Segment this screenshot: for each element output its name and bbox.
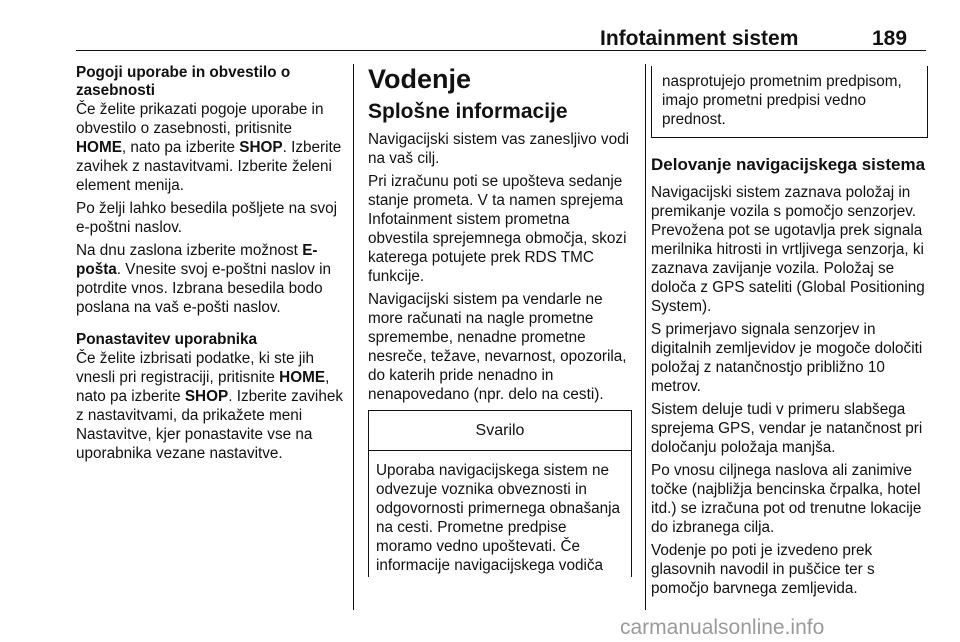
paragraph: Navigacijski sistem vas zanesljivo vodi na vaš cilj. (368, 131, 629, 167)
text: , nato pa izberite (121, 139, 240, 156)
paragraph: Navigacijski sistem pa vendarle ne more računati na nagle prometne spremembe, nenadne prometne nesreče, težave, nevarnost, opozorila, do katerih pride nenadno in nenapovedano (npr. delo na cesti). (368, 291, 627, 403)
watermark: carmanualsonline.info (620, 616, 825, 639)
key-home: HOME (279, 369, 326, 386)
section-title: Splošne informacije (368, 100, 568, 123)
paragraph: Po želji lahko besedila pošljete na svoj e-poštni naslov. (76, 200, 338, 236)
warning-title: Svarilo (369, 411, 631, 451)
paragraph (76, 100, 344, 195)
column-right (651, 66, 928, 602)
section-user-reset (76, 331, 344, 463)
text: . Izberite zavihek z nastavitvami. Izberite želeni element menija. (76, 139, 342, 194)
key-home: HOME (76, 139, 122, 156)
text: Če želite izbrisati podatke, ki ste jih vnesli pri registraciji, pritisnite (76, 350, 315, 386)
paragraph: S primerjavo signala senzorjev in digitalnih zemljevidov je mogoče določiti položaj z natančnostjo približno 10 metrov. (651, 321, 923, 395)
key-shop: SHOP (184, 388, 229, 405)
header-title: Infotainment sistem (600, 27, 799, 50)
text: Na dnu zaslona izberite možnost (76, 242, 303, 259)
section-heading: Delovanje navigacijskega sistema (651, 155, 926, 174)
column-divider-right (645, 64, 646, 610)
section-heading: Ponastavitev uporabnika (76, 331, 258, 348)
paragraph: Sistem deluje tudi v primeru slabšega sprejema GPS, vendar je natančnost pri določanju položaja manjša. (651, 401, 923, 456)
paragraph: Vodenje po poti je izvedeno prek glasovnih navodil in puščice ter s pomočjo barvnega zemljevida. (651, 542, 875, 597)
paragraph: Po vnosu ciljnega naslova ali zanimive točke (najbližja bencinska črpalka, hotel itd.) se izračuna pot od trenutne lokacije do izbranega cilja. (651, 462, 922, 536)
column-divider-left (353, 64, 354, 610)
warning-text: Uporaba navigacijskega sistem ne odvezuje voznika obveznosti in odgovornosti primernega obnašanja na cesti. Prometne predpise moramo vedno upoštevati. Če informacije navigacijskega vodiča (376, 462, 621, 574)
paragraph: Pri izračunu poti se upošteva sedanje stanje prometa. V ta namen sprejema Infotainment sistem prometna obvestila sprejemnega območja, skozi katerega potujete prek RDS TMC funkcije. (368, 173, 627, 285)
section-terms-privacy (76, 64, 344, 317)
warning-box-continued (651, 66, 928, 138)
chapter-title: Vodenje (368, 64, 472, 94)
page-number: 189 (872, 27, 908, 50)
column-left (76, 64, 344, 477)
warning-text: nasprotujejo prometnim predpisom, imajo prometni predpisi vedno prednost. (662, 73, 902, 128)
option-email: E-pošta (76, 242, 318, 278)
paragraph: Navigacijski sistem zaznava položaj in premikanje vozila s pomočjo senzorjev. Prevožena pot se ugotavlja prek signala merilnika hitrosti in vrtljivega senzorja, ki zaznava zavijanje vozila. Položaj se določa z GPS sateliti (Global Positioning System). (651, 184, 925, 315)
text: Če želite prikazati pogoje uporabe in obvestilo o zasebnosti, pritisnite (76, 101, 324, 137)
text: , nato pa izberite (76, 369, 330, 405)
text: . Vnesite svoj e-poštni naslov in potrdite vnos. Izbrana besedila bodo poslana na vaš e-pošti naslov. (76, 261, 332, 316)
column-middle (368, 64, 632, 577)
paragraph (76, 241, 344, 317)
header-rule (76, 50, 926, 51)
key-shop: SHOP (239, 139, 283, 156)
warning-box (368, 410, 632, 577)
text: . Izberite zavihek z nastavitvami, da prikažete meni Nastavitve, kjer ponastavite vse na uporabnika vezane nastavitve. (76, 388, 343, 462)
paragraph (76, 349, 344, 463)
section-heading: Pogoji uporabe in obvestilo o zasebnosti (76, 64, 291, 99)
